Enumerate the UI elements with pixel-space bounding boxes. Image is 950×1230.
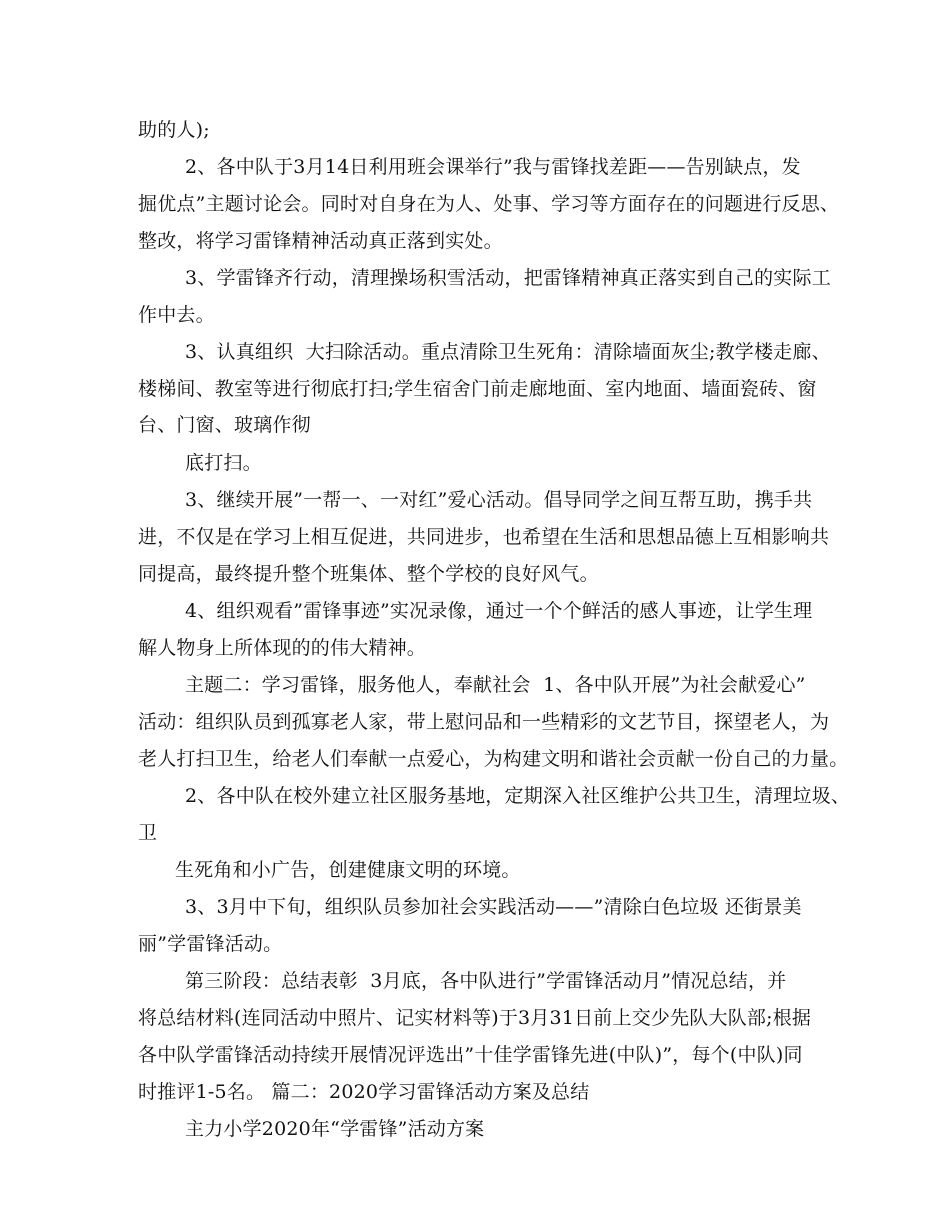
text-line: 3、学雷锋齐行动，清理操场积雪活动，把雷锋精神真正落实到自己的实际工 bbox=[185, 267, 831, 289]
text-line: 台、门窗、玻璃作彻 bbox=[138, 414, 311, 436]
text-line: 作中去。 bbox=[138, 304, 215, 326]
text-line: 楼梯间、教室等进行彻底打扫;学生宿舍门前走廊地面、室内地面、墙面瓷砖、窗 bbox=[138, 378, 817, 400]
text-line: 各中队学雷锋活动持续开展情况评选出”十佳学雷锋先进(中队)”，每个(中队)同 bbox=[138, 1044, 803, 1066]
text-line: 同提高，最终提升整个班集体、整个学校的良好风气。 bbox=[138, 563, 599, 585]
text-line: 时推评1-5名。 篇二：2020学习雷锋活动方案及总结 bbox=[138, 1081, 590, 1103]
text-line: 活动：组织队员到孤寡老人家，带上慰问品和一些精彩的文艺节目，探望老人，为 bbox=[138, 711, 830, 733]
text-line: 主力小学2020年“学雷锋”活动方案 bbox=[185, 1118, 485, 1140]
text-line: 3、认真组织 大扫除活动。重点清除卫生死角：清除墙面灰尘;教学楼走廊、 bbox=[185, 341, 831, 363]
text-line: 生死角和小广告，创建健康文明的环境。 bbox=[175, 859, 521, 881]
text-line: 老人打扫卫生，给老人们奉献一点爱心，为构建文明和谐社会贡献一份自己的力量。 bbox=[138, 748, 849, 770]
text-line: 进，不仅是在学习上相互促进，共同进步，也希望在生活和思想品德上互相影响共 bbox=[138, 526, 830, 548]
text-line: 3、3月中下旬，组织队员参加社会实践活动——”清除白色垃圾 还街景美 bbox=[185, 896, 802, 918]
text-line: 助的人); bbox=[138, 119, 210, 141]
text-line: 卫 bbox=[138, 822, 158, 844]
text-line: 将总结材料(连同活动中照片、记实材料等)于3月31日前上交少先队大队部;根据 bbox=[138, 1007, 812, 1029]
text-line: 底打扫。 bbox=[185, 452, 262, 474]
text-line: 4、组织观看”雷锋事迹”实况录像，通过一个个鲜活的感人事迹，让学生理 bbox=[185, 600, 813, 622]
text-line: 丽”学雷锋活动。 bbox=[138, 933, 283, 955]
text-line: 2、各中队于3月14日利用班会课举行”我与雷锋找差距——告别缺点，发 bbox=[185, 156, 801, 178]
text-line: 主题二：学习雷锋，服务他人，奉献社会 1、各中队开展”为社会献爱心” bbox=[185, 674, 806, 696]
text-line: 掘优点”主题讨论会。同时对自身在为人、处事、学习等方面存在的问题进行反思、 bbox=[138, 193, 840, 215]
text-line: 整改，将学习雷锋精神活动真正落到实处。 bbox=[138, 230, 503, 252]
text-line: 解人物身上所体现的的伟大精神。 bbox=[138, 637, 427, 659]
text-line: 2、各中队在校外建立社区服务基地，定期深入社区维护公共卫生，清理垃圾、 bbox=[185, 785, 851, 807]
text-line: 第三阶段：总结表彰 3月底，各中队进行”学雷锋活动月”情况总结，并 bbox=[185, 970, 787, 992]
text-line: 3、继续开展”一帮一、一对红”爱心活动。倡导同学之间互帮互助，携手共 bbox=[185, 489, 813, 511]
